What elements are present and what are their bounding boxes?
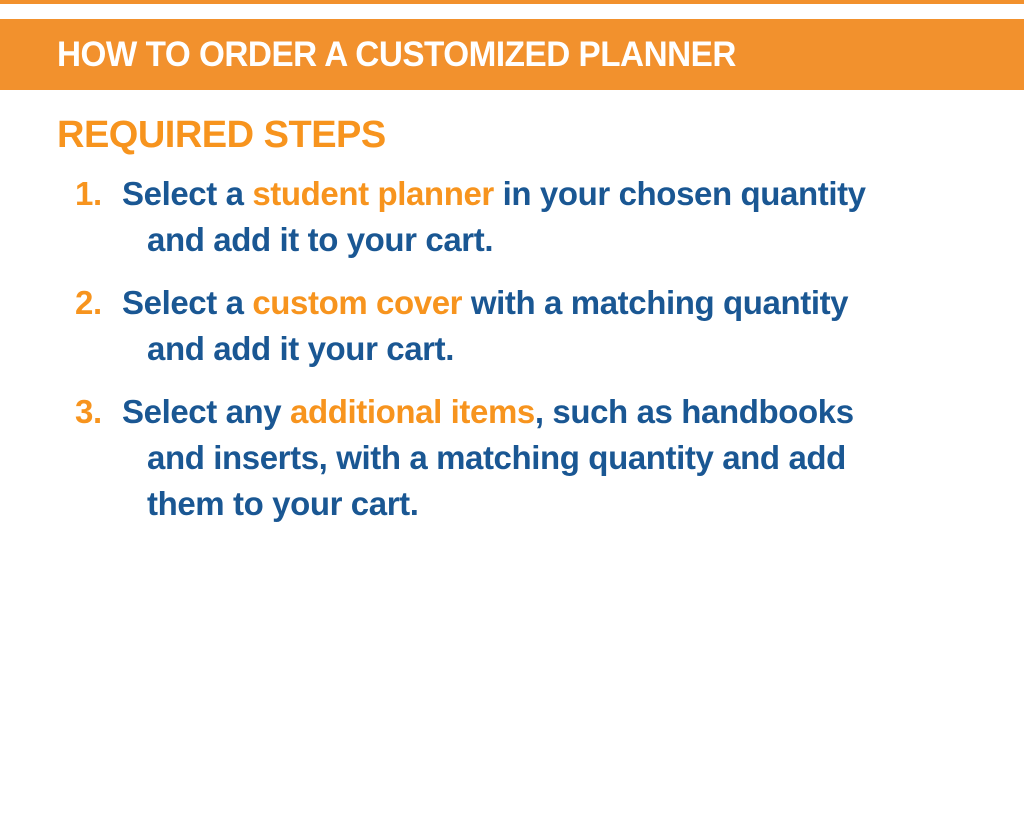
- content-area: [0, 114, 1024, 527]
- step-3-highlight: additional items: [290, 393, 535, 430]
- step-2-highlight: custom cover: [252, 284, 463, 321]
- step-1-highlight: student planner: [252, 175, 494, 212]
- step-2-text-line2: and add it your cart.: [147, 330, 454, 367]
- list-item-step-2: [57, 280, 1024, 372]
- step-2-text-post: with a matching quantity: [462, 284, 849, 321]
- step-3-text-pre: Select any: [122, 393, 291, 430]
- step-2-number: 2.: [75, 284, 102, 321]
- required-steps-list: [57, 171, 1024, 527]
- header-bar: [0, 19, 1024, 90]
- step-3-text-post: , such as handbooks: [534, 393, 854, 430]
- step-2-text: [122, 280, 848, 372]
- top-accent-strip: [0, 0, 1024, 4]
- list-item-step-3: [57, 389, 1024, 527]
- list-item-step-1: [57, 171, 1024, 263]
- step-3-text-line2: and inserts, with a matching quantity and add: [147, 439, 846, 476]
- step-1-text-line2: and add it to your cart.: [147, 221, 494, 258]
- step-2-text-pre: Select a: [122, 284, 253, 321]
- step-1-text-pre: Select a: [122, 175, 253, 212]
- step-3-number: 3.: [75, 393, 102, 430]
- step-1-text-post: in your chosen quantity: [493, 175, 866, 212]
- step-3-text: [122, 389, 854, 527]
- section-heading: REQUIRED STEPS: [57, 114, 386, 156]
- step-1-number: 1.: [75, 175, 102, 212]
- page-title: HOW TO ORDER A CUSTOMIZED PLANNER: [57, 34, 736, 74]
- step-1-text: [122, 171, 866, 263]
- step-3-text-line3: them to your cart.: [147, 485, 419, 522]
